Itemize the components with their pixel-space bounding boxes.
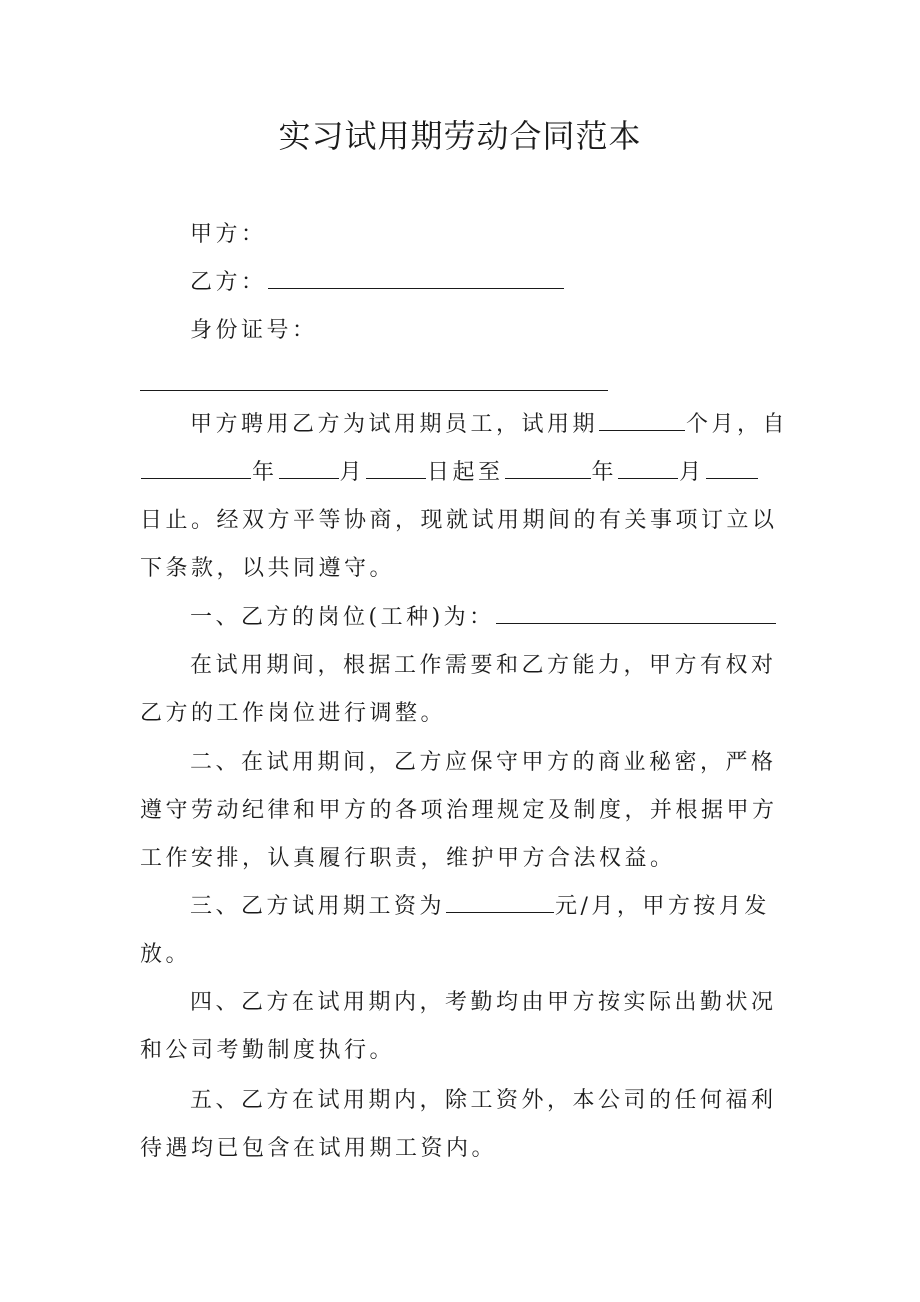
para1-line4: 下条款，以共同遵守。 <box>140 556 396 581</box>
salary-blank[interactable] <box>446 892 554 913</box>
para1-line2 <box>140 458 770 488</box>
year-label: 年 <box>252 460 278 485</box>
clause5-line1: 五、乙方在试用期内，除工资外，本公司的任何福利 <box>190 1088 777 1113</box>
clause4-line2: 和公司考勤制度执行。 <box>140 1038 396 1063</box>
party-b-line <box>190 268 770 298</box>
para1-text-b: 个月，自 <box>686 412 789 437</box>
para1-line3: 日止。经双方平等协商，现就试用期间的有关事项订立以 <box>140 508 778 533</box>
id-number-blank[interactable] <box>140 390 608 391</box>
clause1-line3: 乙方的工作岗位进行调整。 <box>140 701 447 726</box>
party-a-line <box>190 220 770 250</box>
start-month-blank[interactable] <box>279 458 339 479</box>
clause1-line2: 在试用期间，根据工作需要和乙方能力，甲方有权对 <box>190 653 777 678</box>
clause5-line2: 待遇均已包含在试用期工资内。 <box>140 1136 498 1161</box>
clause4-line1: 四、乙方在试用期内，考勤均由甲方按实际出勤状况 <box>190 990 777 1015</box>
para1-text-a: 甲方聘用乙方为试用期员工，试用期 <box>190 412 599 437</box>
end-month-blank[interactable] <box>618 458 678 479</box>
para1-line1 <box>190 410 789 440</box>
probation-months-blank[interactable] <box>599 410 685 431</box>
id-number-label: 身份证号： <box>190 318 318 343</box>
id-number-line <box>190 316 770 346</box>
clause2-line3: 工作安排，认真履行职责，维护甲方合法权益。 <box>140 846 676 871</box>
month-label: 月 <box>339 460 366 485</box>
clause3-line2: 放。 <box>140 942 192 967</box>
end-day-blank[interactable] <box>706 458 758 479</box>
day-to-label: 日起至 <box>427 460 504 485</box>
clause3-line1 <box>190 892 770 922</box>
end-year-blank[interactable] <box>505 458 591 479</box>
clause1-line1 <box>190 603 770 633</box>
party-a-label: 甲方： <box>190 222 267 247</box>
clause1-label: 一、乙方的岗位(工种)为： <box>190 605 495 630</box>
start-day-blank[interactable] <box>366 458 426 479</box>
party-b-label: 乙方： <box>190 270 267 295</box>
clause3-text-b: 元/月，甲方按月发 <box>555 894 770 919</box>
clause2-line2: 遵守劳动纪律和甲方的各项治理规定及制度，并根据甲方 <box>140 798 778 823</box>
month-label: 月 <box>679 460 705 485</box>
clause3-text-a: 三、乙方试用期工资为 <box>190 894 446 919</box>
document-title: 实习试用期劳动合同范本 <box>278 117 642 155</box>
year-label: 年 <box>591 460 618 485</box>
start-year-blank[interactable] <box>141 458 251 479</box>
party-b-blank[interactable] <box>268 268 564 289</box>
clause2-line1: 二、在试用期间，乙方应保守甲方的商业秘密，严格 <box>190 750 777 775</box>
position-blank[interactable] <box>496 603 776 624</box>
